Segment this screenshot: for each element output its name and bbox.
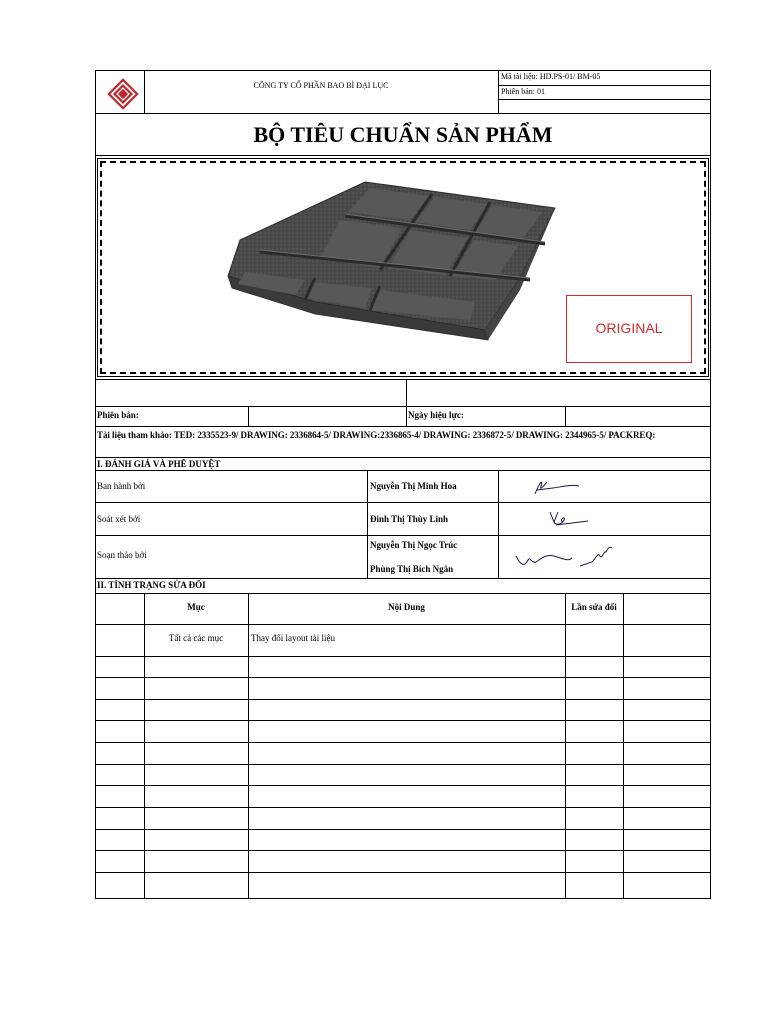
column-header: Mục <box>187 602 205 612</box>
version-label: Phiên bản: <box>97 410 139 420</box>
signature-image <box>510 542 620 576</box>
doc-code <box>501 73 600 81</box>
header-version-value: 01 <box>537 87 545 96</box>
reference-docs: Tài liệu tham khảo: TED: 2335523-9/ DRAWING: 2336864-5/ DRAWING:2336865-4/ DRAWING: 2336872-5/ DRAWING: 2344965-5/ PACKREQ: <box>97 430 656 440</box>
approval-name: Nguyễn Thị Minh Hoa <box>370 481 457 491</box>
revisions-section-title: II. TÌNH TRẠNG SỬA ĐỔI <box>97 580 206 590</box>
doc-code-label: Mã tài liệu: <box>501 72 538 81</box>
table-cell: Tất cả các mục <box>168 633 224 643</box>
original-stamp-text: ORIGINAL <box>595 320 663 336</box>
approval-role: Soạn thảo bởi <box>97 550 147 560</box>
header-version <box>501 88 545 96</box>
company-logo <box>103 78 143 110</box>
approval-name-2: Phùng Thị Bích Ngân <box>370 564 454 574</box>
company-name: CÔNG TY CỔ PHẦN BAO BÌ ĐẠI LỤC <box>253 81 389 90</box>
approval-name: Nguyễn Thị Ngọc Trúc <box>370 540 458 550</box>
table-cell: Thay đổi layout tài liệu <box>251 633 335 643</box>
page-title: BỘ TIÊU CHUẨN SẢN PHẨM <box>253 122 553 147</box>
logo-diamond-icon <box>103 78 143 110</box>
approval-role: Soát xét bởi <box>97 514 141 524</box>
doc-code-value: HD.PS-01/ BM-05 <box>539 72 601 81</box>
column-header: Nội Dung <box>388 602 425 612</box>
product-image <box>220 180 560 345</box>
approval-role: Ban hành bởi <box>97 481 146 491</box>
approval-name: Đinh Thị Thùy Linh <box>370 514 448 524</box>
signature-image <box>525 474 585 500</box>
column-header: Lần sửa đổi <box>571 602 617 612</box>
signature-image <box>540 506 596 532</box>
effective-date-label: Ngày hiệu lực: <box>408 410 464 420</box>
approval-section-title: I. ĐÁNH GIÁ VÀ PHÊ DUYỆT <box>97 459 221 469</box>
header-version-label: Phiên bản: <box>501 87 535 96</box>
